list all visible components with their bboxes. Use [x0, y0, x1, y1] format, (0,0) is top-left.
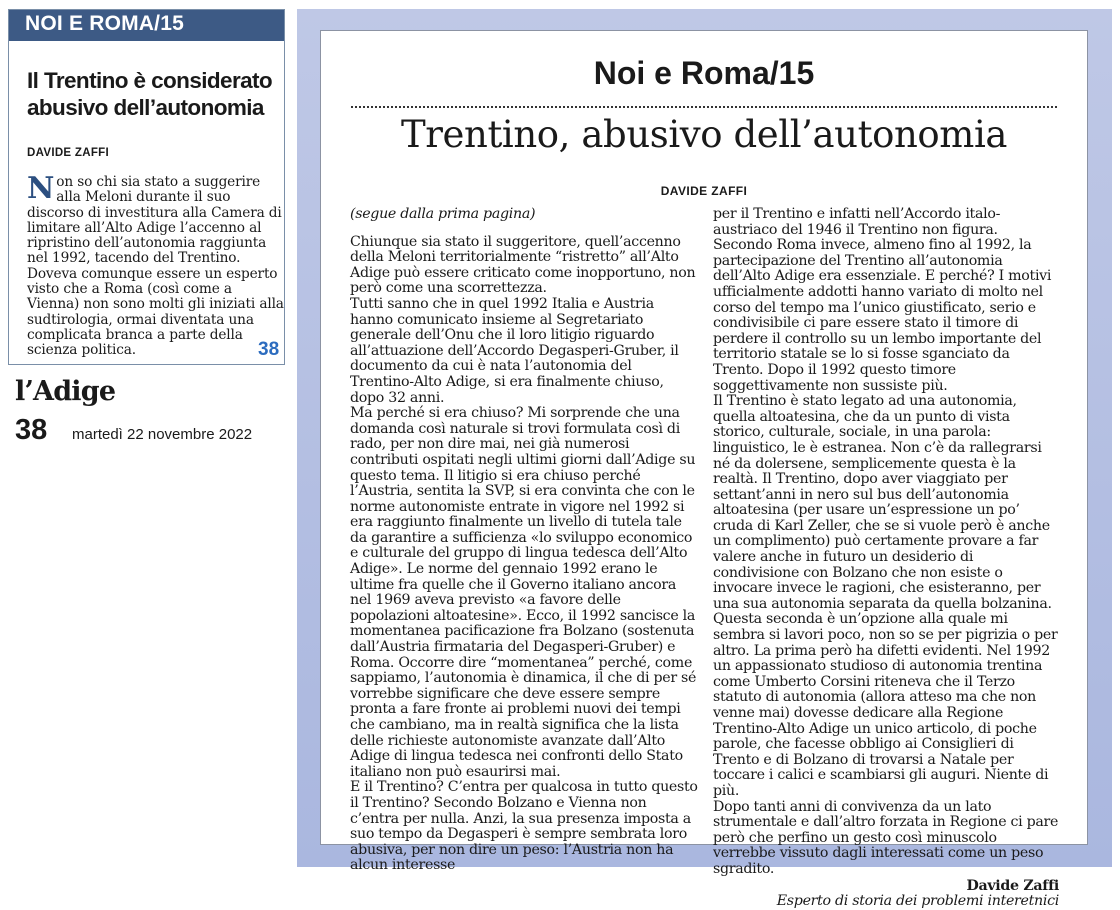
paragraph: per il Trentino e infatti nell’Accordo italo-austriaco del 1946 il Trentino non figura. Secondo Roma invece, almeno fino al 1992, la partecipazione del Trentino all’autonomia dell’Alto Adige era essenziale. E perché? I motivi ufficialmente addotti hanno variato di molto nel corso del tempo ma l’unico giustificato, serio e condivisibile ci pare essere stato il timore di perdere il controllo su un lembo importante del territorio statale se lo si fosse sganciato da Trento. Dopo il 1992 questo timore soggettivamente non sussiste più.	[713, 206, 1052, 394]
section-banner	[9, 10, 284, 41]
paragraph: Il Trentino è stato legato ad una autonomia, quella altoatesina, che da un punto di vista storico, culturale, sociale, in una parola: linguistico, le è estranea. Non c’è da rallegrarsi né da dolersene, semplicemente questa è la realtà. Il Trentino, dopo aver viaggiato per settant’anni in nero sul bus dell’autonomia altoatesina (per usare un’espressione un po’ cruda di Karl Zeller, che se si vuole però è anche un complimento) può certamente provare a far valere anche in futuro un desiderio di condivisione con Bolzano che non esiste o invocare invece le ragioni, che esisteranno, per una sua autonomia separata da quella bolzanina. Questa seconda è un’opzione alla quale mi sembra si lavori poco, non so se per pigrizia o per altro. La prima però ha difetti evidenti. Nel 1992 un appassionato studioso di autonomia trentina come Umberto Corsini riteneva che il Terzo statuto di autonomia (allora atteso ma che non venne mai) dovesse dedicare alla Regione Trentino-Alto Adige un unico articolo, di poche parole, che facesse obbligo ai Consiglieri di Trento e di Bolzano di trovarsi a Natale per toccare i calici e scambiarsi gli auguri. Niente di più.	[713, 393, 1058, 799]
paragraph: Ma perché si era chiuso? Mi sorprende che una domanda così naturale si trovi formulata così di rado, per non dire mai, nei già numerosi contributi ospitati negli ultimi giorni dall’Adige su questo tema. Il litigio si era chiuso perché l’Austria, sentita la SVP, si era convinta che con le norme autonomiste entrate in vigore nel 1992 si era raggiunto finalmente un livello di tutela tale da garantire a sufficienza «lo sviluppo economico e culturale del gruppo di lingua tedesca dell’Alto Adige». Le norme del gennaio 1992 erano le ultime fra quelle che il Governo italiano ancora nel 1969 aveva previsto «a favore delle popolazioni altoatesine». Ecco, il 1992 sancisce la momentanea pacificazione fra Bolzano (sostenuta dall’Austria firmataria del Degasperi-Gruber) e Roma. Occorre dire “momentanea” perché, come sappiamo, l’autonomia è dinamica, il che di per sé vorrebbe significare che deve essere sempre pronta a fare fronte ai problemi nuovi dei tempi che cambiano, ma in realtà significa che la lista delle richieste autonomiste avanzate dall’Alto Adige di lingua tedesca nei confronti dello Stato italiano non può esaurirsi mai.	[350, 405, 697, 780]
article-frame	[297, 9, 1112, 910]
continue-page-link[interactable]: 38	[258, 339, 280, 360]
summary-body	[27, 171, 285, 359]
continuation-note: (segue dalla prima pagina)	[350, 206, 536, 222]
paragraph: E il Trentino? C’entra per qualcosa in tutto questo il Trentino? Secondo Bolzano e Vienna non c’entra per nulla. Anzi, la sua presenza imposta a suo tempo da Degasperi è sempre sembrata loro abusiva, per non dire un peso: l’Austria non ha alcun interesse	[350, 779, 698, 874]
summary-text: on so chi sia stato a suggerire alla Meloni durante il suo discorso di investitura alla Camera di limitare all’Alto Adige l’accenno al ripristino dell’autonomia raggiunta nel 1992, tacendo del Trentino. Doveva comunque essere un esperto visto che a Roma (così come a Vienna) non sono molti gli iniziati alla sudtirologia, ormai diventata una complicata branca a parte della scienza politica.	[27, 174, 284, 359]
paragraph: Dopo tanti anni di convivenza da un lato strumentale e dall’altro forzata in Regione ci pare però che perfino un gesto così minuscolo verrebbe vissuto dagli interessati come un peso sgradito.	[713, 798, 1059, 877]
article-section-title: Noi e Roma/15	[593, 55, 815, 91]
newspaper-logo: l’Adige	[15, 376, 116, 407]
paragraph: Chiunque sia stato il suggeritore, quell’accenno della Meloni territorialmente “ristretto” all’Alto Adige può essere criticato come inopportuno, non però come una scorrettezza.	[350, 233, 696, 297]
issue-date: martedì 22 novembre 2022	[72, 426, 253, 443]
summary-headline: Il Trentino è considerato abusivo dell’autonomia	[27, 68, 273, 120]
author-role: Esperto di storia dei problemi interetnici	[776, 893, 1059, 910]
section-banner-label: NOI E ROMA/15	[25, 12, 184, 35]
summary-box	[8, 9, 285, 365]
article-page	[320, 30, 1088, 910]
page-number: 38	[15, 414, 48, 446]
author-signature: Davide Zaffi	[966, 877, 1059, 894]
summary-author: DAVIDE ZAFFI	[27, 147, 109, 159]
drop-cap: N	[27, 171, 55, 206]
article-author: DAVIDE ZAFFI	[660, 184, 748, 198]
article-column-2	[713, 207, 1059, 910]
article-column-1	[350, 207, 698, 874]
article-headline: Trentino, abusivo dell’autonomia	[400, 113, 1008, 156]
dotted-divider	[351, 106, 1057, 108]
paragraph: Tutti sanno che in quel 1992 Italia e Austria hanno comunicato insieme al Segretariato generale dell’Onu che il loro litigio riguardo all’attuazione dell’Accordo Degasperi-Gruber, il documento da cui è nata l’autonomia del Trentino-Alto Adige, si era finalmente chiuso, dopo 32 anni.	[350, 295, 679, 406]
